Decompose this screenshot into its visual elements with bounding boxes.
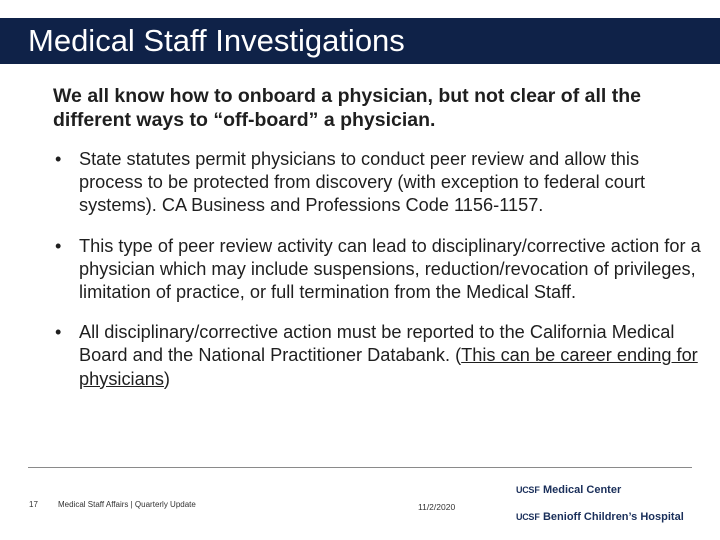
bullet-text-end: ) (163, 368, 170, 389)
bullet-list (53, 148, 703, 391)
bullet-item (53, 148, 703, 218)
bullet-item (53, 235, 703, 305)
slide-title: Medical Staff Investigations (28, 23, 405, 58)
title-bar (0, 18, 720, 64)
bullet-marker: • (55, 149, 62, 169)
footer-divider (28, 467, 692, 468)
bullet-text: State statutes permit physicians to conduct peer review and allow this process to be protected from discovery (with exception to federal court systems). CA Business and Professions Code 1156-1157. (79, 149, 646, 216)
slide-number: 17 (29, 500, 38, 509)
intro-text: We all know how to onboard a physician, but not clear of all the different ways to “off-board” a physician. (53, 85, 641, 131)
bullet-item (53, 321, 703, 391)
footer-label: Medical Staff Affairs | Quarterly Update (58, 500, 196, 509)
bullet-text: All disciplinary/corrective action must be reported to the California Medical Board and the National Practitioner Databank. ( (79, 322, 675, 366)
ucsf-medical-center-logo: UCSF Medical Center (516, 484, 622, 496)
bullet-marker: • (55, 235, 62, 256)
emphasis-text: This can be career ending for physicians (79, 345, 698, 389)
ucsf-childrens-hospital-logo: UCSF Benioff Children’s Hospital (516, 511, 684, 523)
bullet-text: This type of peer review activity can lead to disciplinary/corrective action for a physician which may include suspensions, reduction/revocation of privileges, limitation of practice, or full termination from the Medical Staff. (79, 235, 701, 303)
footer-date: 11/2/2020 (418, 502, 456, 512)
bullet-marker: • (55, 322, 62, 343)
